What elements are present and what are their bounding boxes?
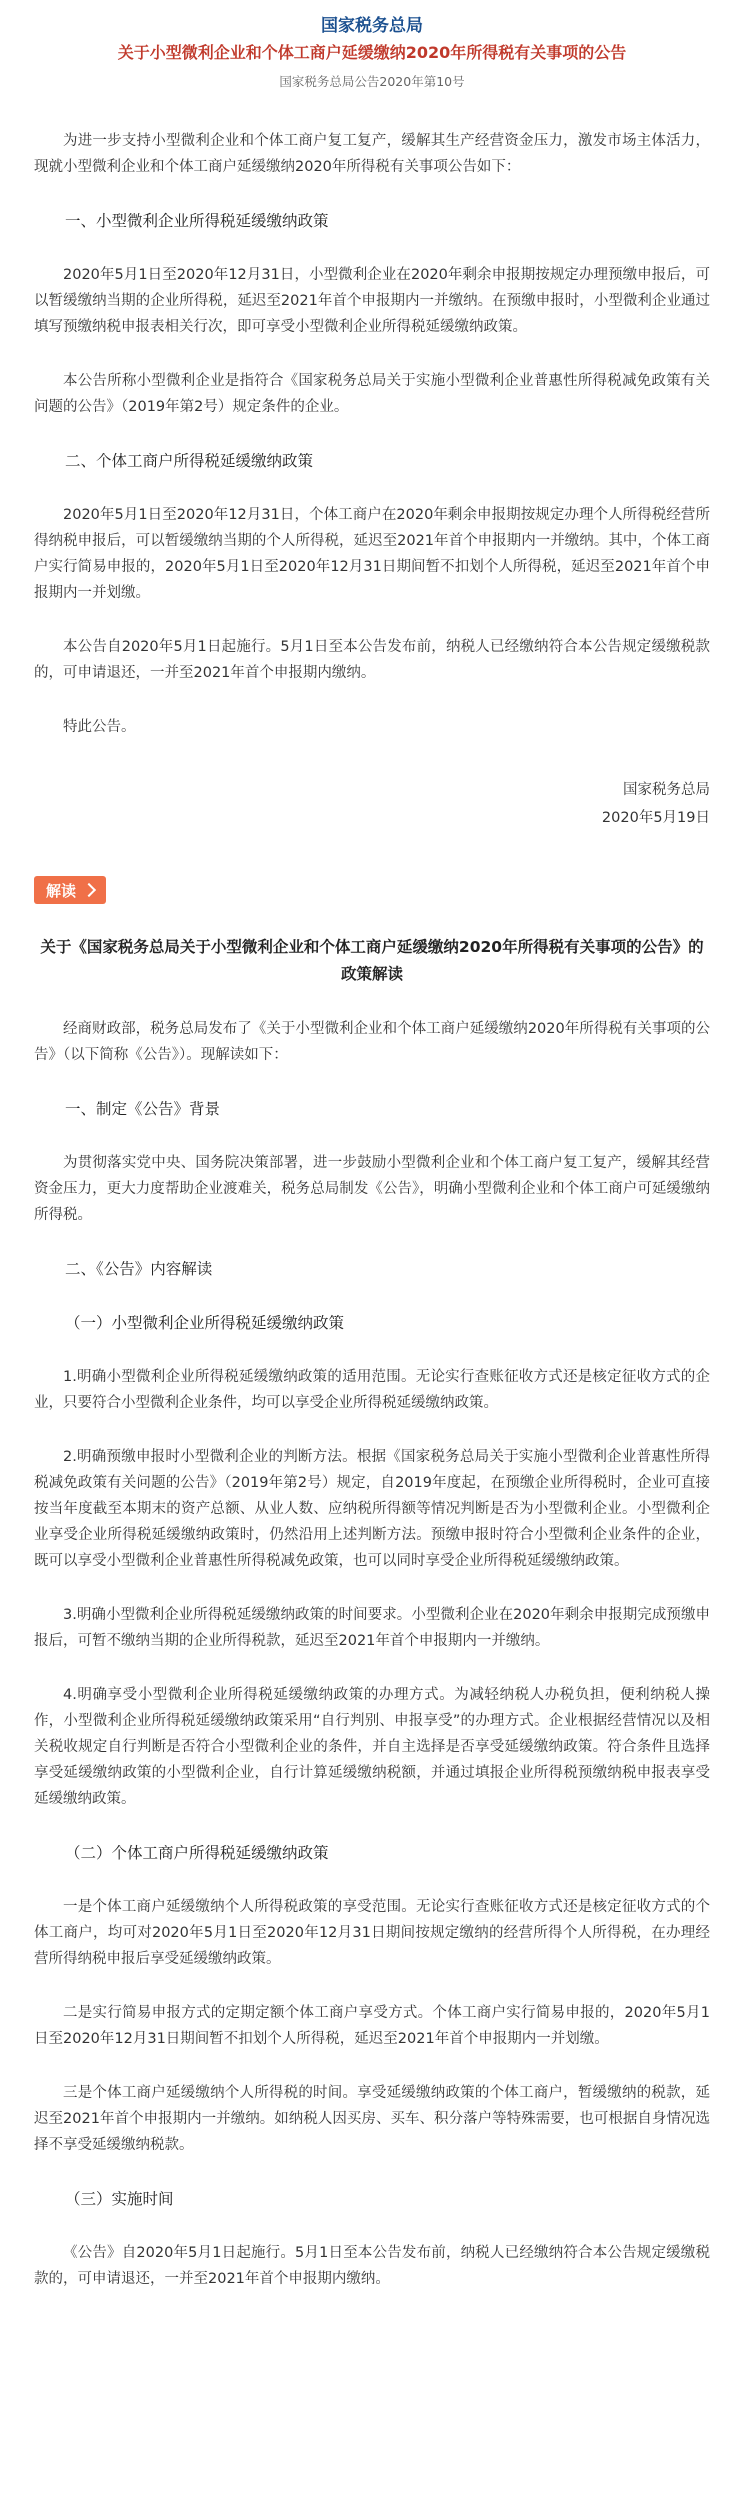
section-heading: 一、制定《公告》背景: [65, 1100, 221, 1118]
interpretation-title: 关于《国家税务总局关于小型微利企业和个体工商户延缓缴纳2020年所得税有关事项的公告》的政策解读: [40, 938, 704, 983]
paragraph: 为贯彻落实党中央、国务院决策部署，进一步鼓励小型微利企业和个体工商户复工复产，缓解其经营资金压力，更大力度帮助企业渡难关，税务总局制发《公告》，明确小型微利企业和个体工商户可延缓缴纳所得税。: [34, 1155, 710, 1223]
subsection-heading: （二）个体工商户所得税延缓缴纳政策: [65, 1844, 329, 1862]
paragraph: 2020年5月1日至2020年12月31日，小型微利企业在2020年剩余申报期按规定办理预缴申报后，可以暂缓缴纳当期的企业所得税，延迟至2021年首个申报期内一并缴纳。在预缴申报时，小型微利企业通过填写预缴纳税申报表相关行次，即可享受小型微利企业所得税延缓缴纳政策。: [34, 267, 710, 335]
signature-date: 2020年5月19日: [601, 810, 710, 826]
section-heading: 二、个体工商户所得税延缓缴纳政策: [65, 452, 314, 470]
paragraph: 本公告自2020年5月1日起施行。5月1日至本公告发布前，纳税人已经缴纳符合本公告规定缓缴税款的，可申请退还，一并至2021年首个申报期内缴纳。: [34, 639, 710, 681]
paragraph: 一是个体工商户延缓缴纳个人所得税政策的享受范围。无论实行查账征收方式还是核定征收方式的个体工商户，均可对2020年5月1日至2020年12月31日期间按规定缴纳的经营所得个人所得税，在办理经营所得纳税申报后享受延缓缴纳政策。: [34, 1899, 710, 1967]
paragraph: 2020年5月1日至2020年12月31日，个体工商户在2020年剩余申报期按规定办理个人所得税经营所得纳税申报后，可以暂缓缴纳当期的个人所得税，延迟至2021年首个申报期内一并缴纳。其中，个体工商户实行简易申报的，2020年5月1日至2020年12月31日期间暂不扣划个人所得税，延迟至2021年首个申报期内一并划缴。: [34, 507, 710, 601]
interpretation-badge: [34, 876, 106, 904]
signature-org: 国家税务总局: [623, 782, 710, 798]
document-number: 国家税务总局公告2020年第10号: [279, 74, 465, 89]
paragraph: 4.明确享受小型微利企业所得税延缓缴纳政策的办理方式。为减轻纳税人办税负担，便利纳税人操作，小型微利企业所得税延缓缴纳政策采用“自行判别、申报享受”的办理方式。企业根据经营情况以及相关税收规定自行判断是否符合小型微利企业的条件，并自主选择是否享受延缓缴纳政策。符合条件且选择享受延缓缴纳政策的小型微利企业，自行计算延缓缴纳税额，并通过填报企业所得税预缴纳税申报表享受延缓缴纳政策。: [34, 1687, 710, 1807]
section-heading: 一、小型微利企业所得税延缓缴纳政策: [65, 212, 329, 230]
badge-label: 解读: [46, 881, 77, 900]
paragraph: 二是实行简易申报方式的定期定额个体工商户享受方式。个体工商户实行简易申报的，2020年5月1日至2020年12月31日期间暂不扣划个人所得税，延迟至2021年首个申报期内一并划缴。: [34, 2005, 710, 2047]
paragraph: 三是个体工商户延缓缴纳个人所得税的时间。享受延缓缴纳政策的个体工商户，暂缓缴纳的税款，延迟至2021年首个申报期内一并缴纳。如纳税人因买房、买车、积分落户等特殊需要，也可根据自身情况选择不享受延缓缴纳税款。: [34, 2085, 710, 2153]
closing-line: 特此公告。: [63, 719, 136, 735]
paragraph: 1.明确小型微利企业所得税延缓缴纳政策的适用范围。无论实行查账征收方式还是核定征收方式的企业，只要符合小型微利企业条件，均可以享受企业所得税延缓缴纳政策。: [34, 1369, 710, 1411]
notice-title: 关于小型微利企业和个体工商户延缓缴纳2020年所得税有关事项的公告: [117, 43, 627, 62]
paragraph: 本公告所称小型微利企业是指符合《国家税务总局关于实施小型微利企业普惠性所得税减免政策有关问题的公告》（2019年第2号）规定条件的企业。: [34, 373, 710, 415]
issuing-org: 国家税务总局: [321, 16, 423, 36]
signature-block: [34, 776, 710, 832]
paragraph: 2.明确预缴申报时小型微利企业的判断方法。根据《国家税务总局关于实施小型微利企业普惠性所得税减免政策有关问题的公告》（2019年第2号）规定，自2019年度起，在预缴企业所得税时，企业可直接按当年度截至本期末的资产总额、从业人数、应纳税所得额等情况判断是否为小型微利企业。小型微利企业享受企业所得税延缓缴纳政策时，仍然沿用上述判断方法。预缴申报时符合小型微利企业条件的企业，既可以享受小型微利企业普惠性所得税减免政策，也可以同时享受企业所得税延缓缴纳政策。: [34, 1449, 710, 1569]
section-heading: 二、《公告》内容解读: [65, 1260, 213, 1278]
subsection-heading: （一）小型微利企业所得税延缓缴纳政策: [65, 1314, 345, 1332]
paragraph: 3.明确小型微利企业所得税延缓缴纳政策的时间要求。小型微利企业在2020年剩余申报期完成预缴申报后，可暂不缴纳当期的企业所得税款，延迟至2021年首个申报期内一并缴纳。: [34, 1607, 710, 1649]
chevron-right-icon: [82, 883, 96, 897]
paragraph: 经商财政部，税务总局发布了《关于小型微利企业和个体工商户延缓缴纳2020年所得税有关事项的公告》（以下简称《公告》）。现解读如下：: [34, 1021, 710, 1063]
paragraph: 《公告》自2020年5月1日起施行。5月1日至本公告发布前，纳税人已经缴纳符合本公告规定缓缴税款的，可申请退还，一并至2021年首个申报期内缴纳。: [34, 2245, 710, 2287]
subsection-heading: （三）实施时间: [65, 2190, 174, 2208]
notice-intro: 为进一步支持小型微利企业和个体工商户复工复产，缓解其生产经营资金压力，激发市场主体活力，现就小型微利企业和个体工商户延缓缴纳2020年所得税有关事项公告如下：: [34, 133, 710, 175]
